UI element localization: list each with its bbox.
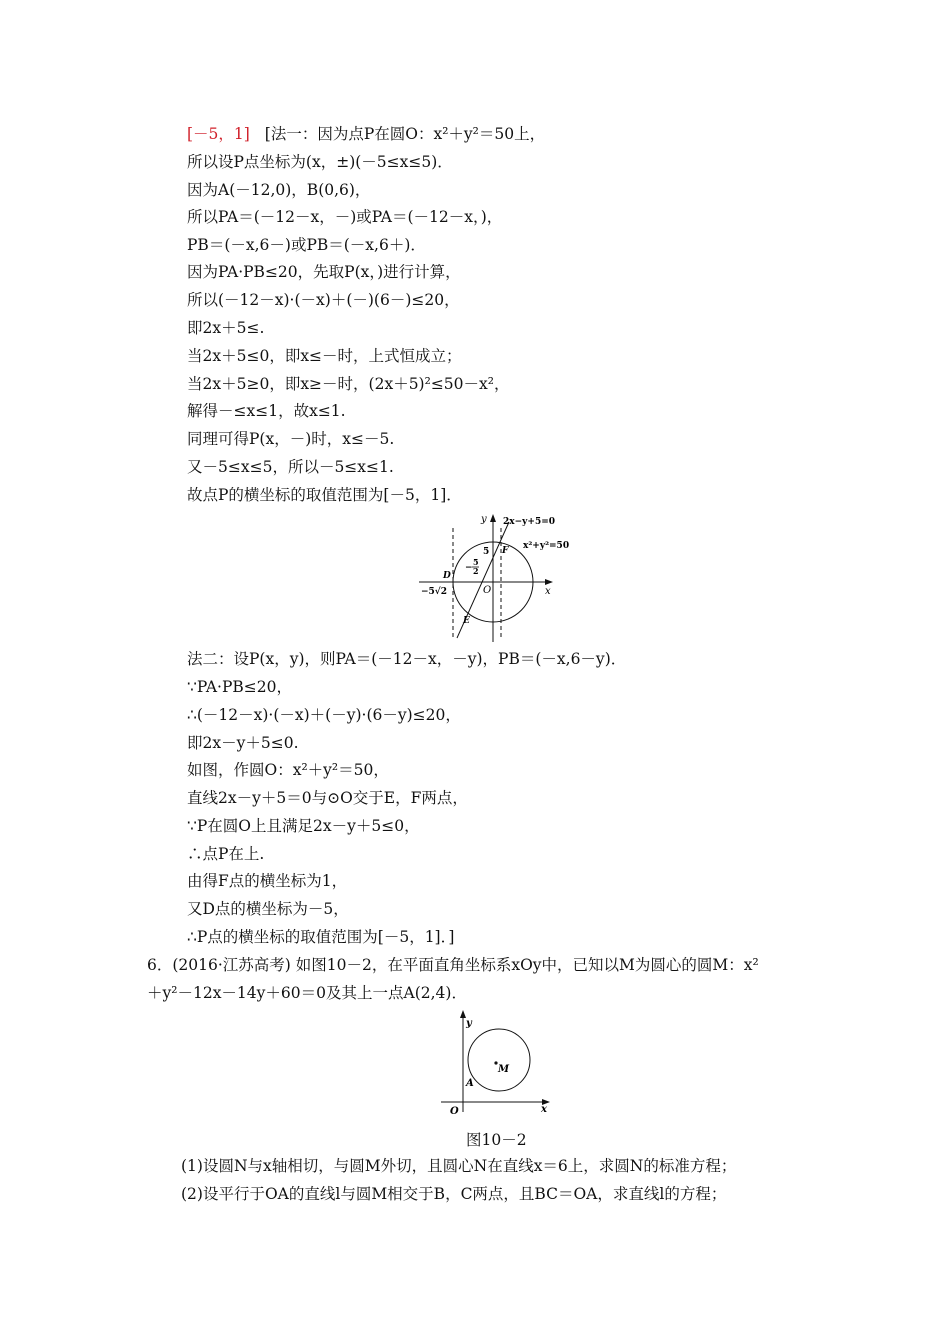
method2-line-7: ∵P在圆O上且满足2x－y＋5≤0， [187, 817, 420, 835]
circle-equation-label: x²+y²=50 [523, 541, 570, 551]
line-equation-label: 2x−y+5=0 [503, 517, 556, 527]
method2-line-9: 由得F点的横坐标为1， [187, 872, 348, 890]
origin-label: O [483, 585, 492, 596]
point-a-label: A [466, 1078, 474, 1089]
problem6-sub-2: (2)设平行于OA的直线l与圆M相交于B，C两点，且BC＝OA，求直线l的方程； [181, 1185, 727, 1203]
figure-circle-line [415, 510, 595, 645]
solution-line-5: PB＝(－x,6－)或PB＝(－x,6＋)． [187, 236, 426, 254]
y-axis-arrow-icon [490, 514, 496, 522]
label-neg5sqrt2: −5√2 [421, 587, 447, 597]
solution-line-9: 当2x＋5≤0，即x≤－时，上式恒成立； [187, 347, 462, 365]
label-5: 5 [483, 547, 490, 557]
solution-line-3: 因为A(－12,0)，B(0,6)， [187, 181, 371, 199]
figure-10-2 [438, 1008, 558, 1118]
method2-line-3: ∴(－12－x)·(－x)＋(－y)·(6－y)≤20， [187, 706, 461, 724]
label-F: F [502, 546, 509, 556]
center-label: M [498, 1064, 510, 1075]
y-axis-label: y [481, 514, 487, 525]
label-D: D [443, 571, 451, 581]
problem6-line-1: 6．(2016·江苏高考) 如图10－2，在平面直角坐标系xOy中，已知以M为圆心的圆M：x² [147, 956, 759, 974]
circle-m [468, 1029, 530, 1091]
method2-line-6: 直线2x－y＋5＝0与⊙O交于E，F两点， [187, 789, 468, 807]
label-frac-den: 2 [473, 566, 479, 576]
label-E: E [463, 616, 470, 626]
problem6-sub-1: (1)设圆N与x轴相切，与圆M外切，且圆心N在直线x＝6上，求圆N的标准方程； [181, 1157, 737, 1175]
solution-line-4: 所以PA＝(－12－x，－)或PA＝(－12－x，)， [187, 208, 503, 226]
method2-line-10: 又D点的横坐标为－5， [187, 900, 349, 918]
solution-line-6: 因为PA·PB≤20，先取P(x，)进行计算， [187, 263, 461, 281]
method2-line-8: ∴点P在上. [187, 845, 265, 863]
x-axis-arrow-icon [545, 579, 553, 585]
solution-line-8: 即2x＋5≤. [187, 319, 265, 337]
solution-line-13: 又－5≤x≤5，所以－5≤x≤1. [187, 458, 394, 476]
label-frac-num: 5 [473, 557, 479, 567]
x-axis-label: x [545, 586, 551, 597]
solution-line-10: 当2x＋5≥0，即x≥－时，(2x＋5)²≤50－x²， [187, 375, 510, 393]
label-frac-minus: − [465, 563, 473, 573]
method2-line-1: 法二：设P(x，y)，则PA＝(－12－x，－y)，PB＝(－x,6－y)． [187, 650, 627, 668]
method2-line-11: ∴P点的横坐标的取值范围为[－5，1]．] [187, 928, 455, 946]
origin-label: O [450, 1106, 459, 1117]
method1-intro: [法一：因为点P在圆O：x²＋y²＝50上， [264, 125, 546, 143]
method2-line-2: ∵PA·PB≤20， [187, 678, 293, 696]
y-axis-label: y [466, 1018, 472, 1029]
figure-caption: 图10－2 [466, 1131, 527, 1149]
problem6-line-2: ＋y²－12x－14y＋60＝0及其上一点A(2,4)． [147, 984, 467, 1002]
x-axis-label: x [541, 1104, 547, 1115]
method2-line-5: 如图，作圆O：x²＋y²＝50， [187, 761, 389, 779]
solution-line-2: 所以设P点坐标为(x，±)(－5≤x≤5)． [187, 153, 453, 171]
solution-line-11: 解得－≤x≤1，故x≤1. [187, 402, 346, 420]
solution-line-7: 所以(－12－x)·(－x)＋(－)(6－)≤20， [187, 291, 460, 309]
method2-line-4: 即2x－y＋5≤0. [187, 734, 299, 752]
solution-line-1 [187, 124, 545, 144]
solution-line-14: 故点P的横坐标的取值范围为[－5，1]． [187, 486, 462, 504]
solution-line-12: 同理可得P(x，－)时，x≤－5. [187, 430, 395, 448]
y-axis-arrow-icon [460, 1010, 466, 1018]
answer: [－5，1] [187, 125, 250, 143]
